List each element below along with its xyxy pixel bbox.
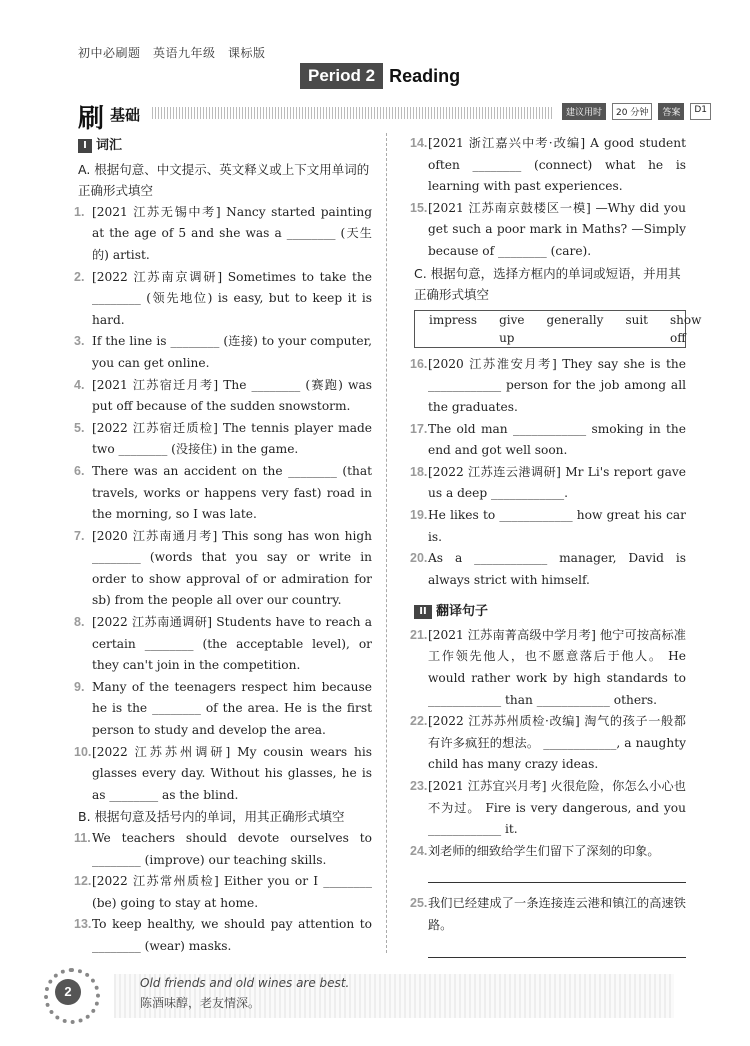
period-tag: Period 2 bbox=[300, 63, 383, 89]
word-option: show off bbox=[669, 312, 702, 345]
period-heading: Reading bbox=[389, 65, 461, 86]
question-item bbox=[74, 828, 372, 871]
question-text: [2022 江苏苏州质检·改编] 淘气的孩子一般都有许多疯狂的想法。 ____________, a naughty child has many crazy ideas. bbox=[428, 714, 686, 772]
answer-page: D1 bbox=[690, 103, 711, 120]
section-vocab-heading bbox=[78, 135, 372, 157]
proverb-chinese: 陈酒味醇，老友情深。 bbox=[140, 996, 261, 1010]
question-number: 15. bbox=[410, 200, 428, 215]
instruction-c: C. 根据句意，选择方框内的单词或短语，并用其正确形式填空 bbox=[414, 265, 681, 303]
question-number: 12. bbox=[74, 874, 92, 889]
word-option: generally bbox=[546, 312, 604, 327]
question-item bbox=[410, 548, 686, 591]
question-text: [2022 江苏南通调研] Students have to reach a certain ________ (the acceptable level), or they can't join in the competition. bbox=[92, 615, 372, 673]
question-number: 9. bbox=[74, 679, 85, 694]
section-translate-heading bbox=[414, 601, 686, 623]
question-item bbox=[74, 202, 372, 267]
question-number: 24. bbox=[410, 843, 428, 858]
section-title: 翻译句子 bbox=[436, 604, 489, 620]
proverb-english: Old friends and old wines are best. bbox=[140, 976, 350, 990]
question-item bbox=[74, 612, 372, 677]
question-item bbox=[410, 198, 686, 263]
word-option: suit bbox=[625, 312, 648, 327]
question-text: [2022 江苏连云港调研] Mr Li's report gave us a deep ____________. bbox=[428, 464, 686, 501]
question-text: He likes to ____________ how great his car is. bbox=[428, 507, 686, 544]
question-number: 4. bbox=[74, 377, 85, 392]
question-item bbox=[74, 914, 372, 957]
question-number: 14. bbox=[410, 136, 428, 150]
question-number: 20. bbox=[410, 551, 428, 566]
question-item bbox=[410, 505, 686, 548]
instruction-a: A. 根据句意、中文提示、英文释义或上下文用单词的正确形式填空 bbox=[78, 161, 370, 199]
question-item bbox=[74, 418, 372, 461]
time-badge bbox=[562, 103, 711, 120]
roman-numeral: II bbox=[414, 605, 432, 619]
question-item bbox=[74, 461, 372, 526]
question-number: 16. bbox=[410, 356, 428, 371]
word-option: impress bbox=[429, 312, 478, 327]
question-text: [2021 江苏无锡中考] Nancy started painting at the age of 5 and she was a ________ (天生的) artist. bbox=[92, 204, 372, 262]
instruction-b: B. 根据句意及括号内的单词，用其正确形式填空 bbox=[78, 809, 345, 825]
question-item bbox=[410, 354, 686, 419]
question-item bbox=[410, 419, 686, 462]
word-option: give up bbox=[499, 312, 525, 345]
question-text: If the line is ________ (连接) to your computer, you can get online. bbox=[92, 334, 372, 370]
question-item bbox=[74, 331, 372, 374]
question-item bbox=[74, 871, 372, 914]
question-number: 6. bbox=[74, 463, 85, 478]
series-header: 初中必刷题 英语九年级 课标版 bbox=[78, 46, 266, 60]
question-number: 10. bbox=[74, 744, 92, 759]
answer-line[interactable] bbox=[428, 868, 686, 883]
answer-label: 答案 bbox=[658, 103, 684, 120]
question-number: 3. bbox=[74, 334, 85, 349]
question-text: There was an accident on the ________ (that travels, works or happens very fast) road in the morning, so I was late. bbox=[92, 463, 372, 522]
question-number: 17. bbox=[410, 421, 428, 436]
question-text: As a ____________ manager, David is always strict with himself. bbox=[428, 551, 686, 587]
question-number: 21. bbox=[410, 627, 428, 642]
question-text: We teachers should devote ourselves to ________ (improve) our teaching skills. bbox=[92, 831, 372, 867]
question-number: 8. bbox=[74, 615, 85, 630]
period-title bbox=[300, 63, 460, 89]
question-number: 18. bbox=[410, 464, 428, 479]
word-box bbox=[414, 310, 702, 348]
question-item bbox=[74, 267, 372, 332]
answer-line[interactable] bbox=[428, 943, 686, 958]
question-text: [2021 江苏南菁高级中学月考] 他宁可按高标准工作领先他人，也不愿意落后于他人。 He would rather work by high standards to ____________ than ____________ others. bbox=[428, 627, 686, 707]
section-title: 词汇 bbox=[96, 138, 123, 153]
question-text: 我们已经建成了一条连接连云港和镇江的高速铁路。 bbox=[428, 896, 686, 932]
question-number: 19. bbox=[410, 507, 428, 522]
question-number: 11. bbox=[74, 831, 91, 845]
question-text: [2022 江苏苏州调研] My cousin wears his glasses every day. Without his glasses, he is as ________ as the blind. bbox=[92, 744, 372, 802]
question-text: [2020 江苏淮安月考] They say she is the ____________ person for the job among all the graduates. bbox=[428, 356, 686, 414]
question-text: 刘老师的细致给学生们留下了深刻的印象。 bbox=[428, 843, 660, 858]
question-text: [2022 江苏南京调研] Sometimes to take the ________ (领先地位) is easy, but to keep it is hard. bbox=[92, 269, 372, 327]
question-number: 25. bbox=[410, 896, 428, 911]
question-item bbox=[410, 711, 686, 776]
question-text: Many of the teenagers respect him because he is the ________ of the area. He is the first person to study and develop the area. bbox=[92, 679, 372, 738]
question-item bbox=[410, 625, 686, 711]
footer bbox=[44, 968, 684, 1028]
question-number: 13. bbox=[74, 917, 92, 932]
column-divider bbox=[386, 133, 387, 953]
question-number: 1. bbox=[74, 204, 85, 219]
question-item bbox=[74, 742, 372, 807]
question-text: [2020 江苏南通月考] This song has won high ________ (words that you say or write in order to show approval of or admiration for sb) from the people all over our country. bbox=[92, 528, 372, 608]
question-number: 2. bbox=[74, 269, 85, 284]
question-item bbox=[74, 677, 372, 742]
question-number: 7. bbox=[74, 528, 85, 543]
question-text: [2022 江苏宿迁质检] The tennis player made two ________ (没接住) in the game. bbox=[92, 420, 372, 457]
time-label: 建议用时 bbox=[562, 103, 606, 120]
left-column bbox=[74, 133, 372, 958]
question-number: 5. bbox=[74, 420, 85, 435]
time-value: 20 分钟 bbox=[612, 103, 652, 120]
question-number: 23. bbox=[410, 779, 428, 794]
question-text: [2021 江苏宿迁月考] The ________ (赛跑) was put off because of the sudden snowstorm. bbox=[92, 377, 372, 414]
question-item bbox=[74, 526, 372, 612]
dotted-rule bbox=[152, 107, 554, 119]
question-item bbox=[74, 375, 372, 418]
question-text: [2022 江苏常州质检] Either you or I ________ (be) going to stay at home. bbox=[92, 874, 372, 910]
question-item bbox=[410, 776, 686, 841]
question-text: To keep healthy, we should pay attention to ________ (wear) masks. bbox=[92, 917, 372, 953]
page-number: 2 bbox=[55, 979, 81, 1005]
section-label: 基础 bbox=[110, 106, 141, 124]
question-text: [2021 江苏宜兴月考] 火很危险，你怎么小心也不为过。 Fire is very dangerous, and you ____________ it. bbox=[428, 779, 686, 837]
shua-mark: 刷 bbox=[78, 104, 105, 134]
question-item bbox=[410, 133, 686, 198]
question-number: 22. bbox=[410, 714, 428, 729]
question-item bbox=[410, 462, 686, 505]
roman-numeral: I bbox=[78, 139, 92, 153]
question-text: The old man ____________ smoking in the end and got well soon. bbox=[428, 421, 686, 458]
question-item bbox=[410, 841, 686, 863]
question-text: [2021 江苏南京鼓楼区一模] —Why did you get such a poor mark in Maths? —Simply because of ________ (care). bbox=[428, 200, 686, 258]
right-column bbox=[410, 133, 702, 968]
question-text: [2021 浙江嘉兴中考·改编] A good student often ________ (connect) what he is learning with past experiences. bbox=[428, 136, 686, 194]
question-item bbox=[410, 893, 686, 936]
